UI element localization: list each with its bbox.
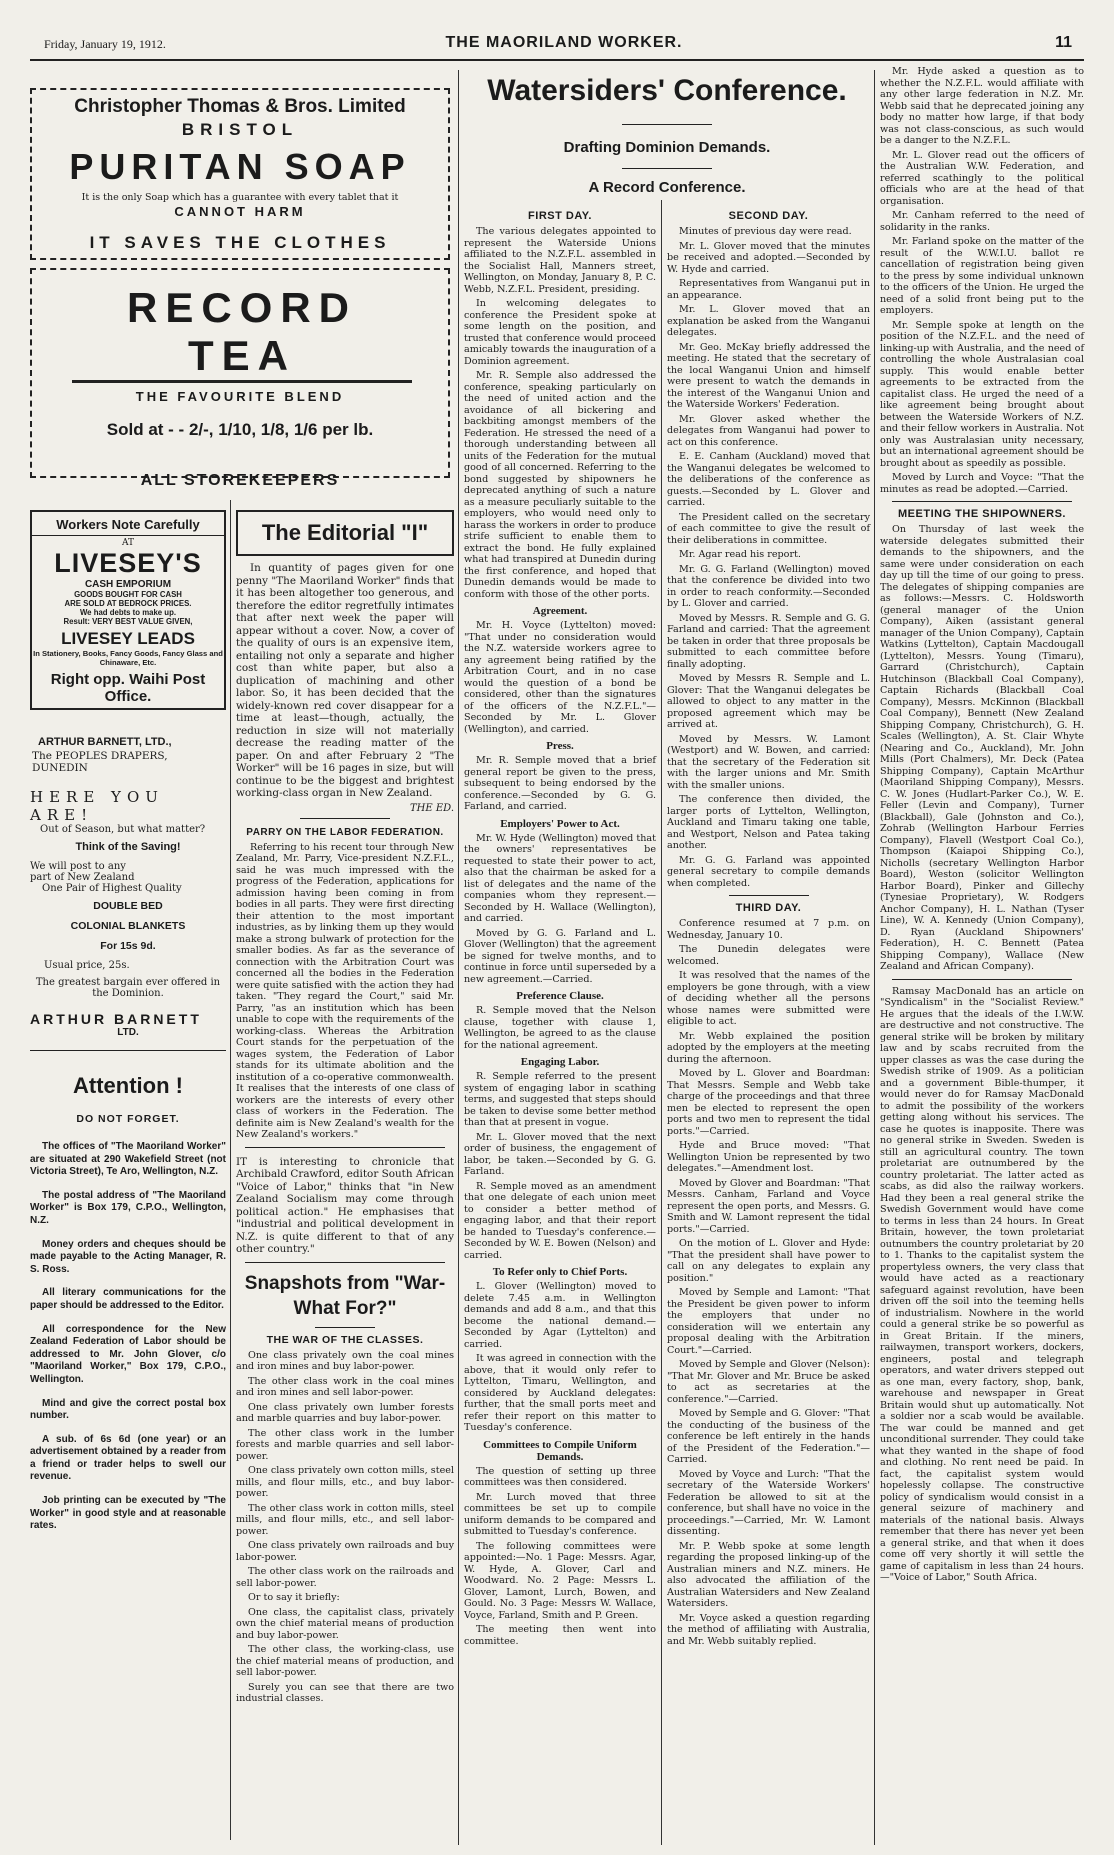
paragraph: Mr. R. Semple moved that a brief general report be given to the press, subsequent to being endorsed by the conference.—Seconded by G. G. Farland, and carried. <box>464 755 656 812</box>
paragraph: Moved by Messrs. W. Lamont (Westport) and W. Bowen, and carried: that the secretary of the Federation sit with the larger unions and Mr. Smith with the smaller unions. <box>667 733 870 791</box>
paragraph: Mr. W. Hyde (Wellington) moved that the owners' representatives be requested to state their power to act, also that the chairman be asked for a list of delegates and the name of the companies whom they represent.—Seconded by H. Wallace (Wellington), and carried. <box>464 832 656 924</box>
paragraph: The various delegates appointed to represent the Waterside Unions affiliated to the N.Z.F.L. assembled in the Socialist Hall, Manners street, Wellington, on Monday, January 8, P. C. Webb, N.Z.F.L. President, presiding. <box>464 226 656 295</box>
tea-title: RECORD TEA <box>72 284 412 383</box>
snapshots-subtitle: THE WAR OF THE CLASSES. <box>266 1333 424 1346</box>
paragraph: Moved by Messrs. R. Semple and G. G. Farland and carried: That the agreement be taken in order that three proposals be submitted to each committee before finally adopting. <box>667 612 870 670</box>
editorial-title-box <box>236 510 454 556</box>
out-of-season: Out of Season, but what matter? <box>40 824 206 835</box>
engaging-heading: Engaging Labor. <box>520 1056 600 1068</box>
double-bed: DOUBLE BED <box>93 900 163 912</box>
do-not-forget: DO NOT FORGET. <box>76 1113 180 1125</box>
paragraph: Conference resumed at 7 p.m. on Wednesday, January 10. <box>667 918 870 941</box>
paragraph: Mr. G. G. Farland was appointed general secretary to compile demands when completed. <box>667 854 870 889</box>
refer-text <box>464 1281 656 1434</box>
paragraph: Money orders and cheques should be made payable to the Acting Manager, R. S. Ross. <box>30 1238 226 1275</box>
shipowners-heading: MEETING THE SHIPOWNERS. <box>898 508 1066 520</box>
syndicalism-note <box>880 986 1084 1584</box>
attention-title: Attention ! <box>73 1073 183 1098</box>
column-rule <box>230 500 231 1840</box>
issue-date: Friday, January 19, 1912. <box>44 37 166 51</box>
tea-stockists: ALL STOREKEEPERS <box>140 472 340 489</box>
paragraph: R. Semple moved as an amendment that one delegate of each union meet to consider a better method of engaging labor, and that their report be handed to Tuesday's conference.—Seconded by W. E. Bowen (Nelson) and carried. <box>464 1180 656 1261</box>
engaging-text <box>464 1071 656 1261</box>
second-day-heading: SECOND DAY. <box>728 210 809 222</box>
paragraph: Mr. Lurch moved that three committees be set up to compile uniform demands to be compared and submitted to Tuesday's conference. <box>464 1491 656 1537</box>
editorial-signature: THE ED. <box>409 802 454 814</box>
first-day-text <box>464 226 656 600</box>
paragraph: Mr. L. Glover moved that an explanation be asked from the Wanganui delegates. <box>667 304 870 338</box>
paragraph: Mr. P. Webb spoke at some length regarding the proposed linking-up of the Australian miners and N.Z. miners. He also advocated the affiliation of the Australian Watersiders and New Zealand Watersiders. <box>667 1540 870 1609</box>
paragraph: The other class work in the coal mines and iron mines and sell labor-power. <box>236 1375 454 1398</box>
conference-column-b <box>667 204 870 1844</box>
paragraph: Mr. G. G. Farland (Wellington) moved that the conference be divided into two in order to reach conformity.—Seconded by L. Glover and carried. <box>667 563 870 609</box>
paragraph: Moved by Semple and Lamont: "That the President be given power to inform the employers that under no consideration will we entertain any proposal dealing with the Arbitration Court."—Carried. <box>667 1287 870 1356</box>
conference-subtitle: Drafting Dominion Demands. <box>563 139 771 156</box>
tea-blend: THE FAVOURITE BLEND <box>135 389 345 404</box>
greatest-bargain: The greatest bargain ever offered in the Dominion. <box>35 977 221 999</box>
tea-price: Sold at - - 2/-, 1/10, 1/8, 1/6 per lb. <box>106 420 374 439</box>
paragraph: Moved by Semple and G. Glover: "That the conducting of the business of the conference be left entirely in the hands of the President of the Federation."—Carried. <box>667 1408 870 1465</box>
soap-guarantee: It is the only Soap which has a guarantee with every tablet that it <box>81 192 399 203</box>
city-name: BRISTOL <box>181 120 299 139</box>
colonial-blankets: COLONIAL BLANKETS <box>70 920 186 932</box>
paragraph: Mr. R. Semple also addressed the conference, speaking particularly on the need of united action and the avoidance of all bickering and backbiting amongst members of the Federation. He stressed the need of a thorough understanding between all units of the Federation for the mutual good of all concerned. Referring to the bond suggested by shipowners he deprecated anything of such a nature as a measure peculiarly suitable to the employers, who would need only to harass the workers in order to produce strife sufficient to enable them to extract the bond. He fully explained what had transpired at Dunedin during the first conference, and hoped that Dunedin demands would be made to conform with those of the other ports. <box>464 370 656 600</box>
liveseys-name: LIVESEY'S <box>54 548 202 578</box>
paragraph: The Dunedin delegates were welcomed. <box>667 944 870 967</box>
paragraph: The conference then divided, the larger ports of Lyttelton, Wellington, Auckland and Timaru taking one table, and Westport, Nelson and Patea taking another. <box>667 794 870 851</box>
paragraph: Mr. L. Glover read out the officers of the Australian W.W. Federation, and referred scathingly to the political officials who are at the head of that organisation. <box>880 149 1084 207</box>
paragraph: Mr. Canham referred to the need of solidarity in the ranks. <box>880 210 1084 233</box>
snapshots-text <box>236 1350 454 1705</box>
paragraph: Hyde and Bruce moved: "That Wellington Union be represented by two delegates."—Amendment lost. <box>667 1140 870 1174</box>
workers-note: Workers Note Carefully <box>32 517 224 536</box>
ad-line: GOODS BOUGHT FOR CASH <box>74 590 182 599</box>
paragraph: Job printing can be executed by "The Worker" in good style and at reasonable rates. <box>30 1495 226 1532</box>
paragraph: One class privately own railroads and buy labor-power. <box>236 1540 454 1563</box>
parry-heading: PARRY ON THE LABOR FEDERATION. <box>246 826 444 838</box>
paragraph: Surely you can see that there are two industrial classes. <box>236 1681 454 1704</box>
paragraph: One class privately own the coal mines and iron mines and buy labor-power. <box>236 1349 454 1372</box>
paragraph: All literary communications for the paper should be addressed to the Editor. <box>30 1287 226 1311</box>
editorial-text: In quantity of pages given for one penny "The Maoriland Worker" finds that it has been altogether too generous, and therefore the editor regretfully intimates that after next week the paper will appear without a cover. Now, a cover of the quality of ours is an expensive item, entailing not only a separate and higher cost than white paper, but also a duplication of machining and other labor. So, it has been decided that the widely-known red cover disappear for a time at least—though, actually, the reduction in size will not materially decrease the reading matter of the paper. On and after February 2 "The Worker" will be 16 pages in size, but will continue to be the biggest and brightest working-class organ in New Zealand. <box>236 562 454 799</box>
paragraph: Mr. Geo. McKay briefly addressed the meeting. He stated that the secretary of the local Wanganui Union and himself were present to watch the demands in the interest of the Wanganui Union and the Waterside Workers' Federation. <box>667 341 870 410</box>
crawford-note: IT is interesting to chronicle that Archibald Crawford, editor South African "Voice of Labor," thinks that "in New Zealand Socialism may come through political action." He emphasises that "industrial and political development in N.Z. is quite different to that of any other country." <box>236 1155 454 1255</box>
paragraph: One class privately own cotton mills, steel mills, and flour mills, etc., and buy labor-power. <box>236 1465 454 1499</box>
cash-emporium: CASH EMPORIUM <box>84 579 172 590</box>
masthead-rule <box>30 59 1084 61</box>
power-heading: Employers' Power to Act. <box>500 817 620 830</box>
paragraph: The other class work in the lumber forests and marble quarries and sell labor-power. <box>236 1427 454 1462</box>
conference-continued <box>880 66 1084 495</box>
conference-subtitle-2: A Record Conference. <box>588 179 746 196</box>
paragraph: The President called on the secretary of each committee to give the result of their deliberations in committee. <box>667 511 870 546</box>
paragraph: Moved by L. Glover and Boardman: That Messrs. Semple and Webb take charge of the proceedings and that three men be elected to represent the open ports and two men to represent the tidal ports."—Carried. <box>667 1068 870 1137</box>
shipowners-text <box>880 524 1084 973</box>
paragraph: Moved by Lurch and Voyce: "That the minutes as read be adopted.—Carried. <box>880 472 1084 495</box>
second-day-text <box>667 226 870 889</box>
paragraph: Or to say it briefly: <box>248 1592 340 1603</box>
parry-text: Referring to his recent tour through New Zealand, Mr. Parry, Vice-president N.Z.F.L., said he was much impressed with the progress of the Federation, applications for admission having been coming in from bodies in all parts. They were first directing their attention to the most important industries, as by linking them up they would make a strong bulwark of protection for the smaller bodies. As far as the severance of connection with the Arbitration Court was concerned all the bodies in the Federation were quite satisfied with the action they had taken. "They regard the Court," said Mr. Parry, "as an institution which has been unable to cope with the requirements of the working-class. Whereas the Arbitration Court stands for the perpetuation of the wages system, the Federation of Labor stands for its ultimate abolition and the institution of a co-operative commonwealth. It realises that the interests of one class of workers are the interests of every other class of workers in the Federation. The definite aim is New Zealand's wealth for the New Zealand's workers." <box>236 841 454 1140</box>
ad-line: Result: VERY BEST VALUE GIVEN, <box>63 617 193 626</box>
masthead <box>44 34 1084 56</box>
post-office: Right opp. Waihi Post Office. <box>50 671 206 705</box>
paragraph: It was agreed in connection with the above, that it would only refer to Lyttelton, Timaru, Wellington, and considered by Auckland delegates: further, that the small ports meet and refer their report on this matter to Tuesday's conference. <box>464 1353 656 1433</box>
blanket-price: For 15s 9d. <box>100 940 156 952</box>
agreement-text <box>464 620 656 735</box>
barnett-firm: ARTHUR BARNETT, LTD., <box>38 736 172 748</box>
paragraph: In welcoming delegates to conference the President spoke at some length on the position, and trusted that conference would proceed amicably towards the inauguration of a Dominion agreement. <box>464 298 656 367</box>
saves-clothes: IT SAVES THE CLOTHES <box>89 233 391 252</box>
committees-text <box>464 1466 656 1648</box>
snapshots-title: Snapshots from "War-What For?" <box>244 1272 446 1319</box>
paragraph: The other class work in cotton mills, steel mills, and flour mills, etc., and sell labor-power. <box>236 1502 454 1537</box>
conference-header <box>464 66 870 200</box>
paragraph: Mr. Webb explained the position adopted by the employers at the meeting during the afternoon. <box>667 1030 870 1065</box>
press-text <box>464 755 656 813</box>
liveseys-ad <box>30 510 226 710</box>
refer-heading: To Refer only to Chief Ports. <box>492 1266 628 1278</box>
agreement-heading: Agreement. <box>532 605 588 617</box>
third-day-text <box>667 918 870 1647</box>
paragraph: L. Glover (Wellington) moved to delete 7.45 a.m. in Wellington demands and add 8 a.m., and that this become the national demand.—Seconded by Agar (Lyttelton) and carried. <box>464 1281 656 1350</box>
company-name: Christopher Thomas & Bros. Limited <box>74 96 406 117</box>
editorial-column <box>236 510 454 1840</box>
livesey-leads: LIVESEY LEADS <box>61 629 195 648</box>
paragraph: Moved by G. G. Farland and L. Glover (Wellington) that the agreement be signed for twelve months, and to continue in force until superseded by a new agreement.—Carried. <box>464 927 656 985</box>
paragraph: Moved by Messrs R. Semple and L. Glover: That the Wanganui delegates be allowed to object to any matter in the proposed agreement which may be arrived at. <box>667 673 870 730</box>
paragraph: The question of setting up three committees was then considered. <box>464 1465 656 1488</box>
record-tea-ad <box>30 268 450 489</box>
paragraph: The other class work on the railroads and sell labor-power. <box>236 1566 454 1589</box>
paragraph: One class privately own lumber forests and marble quarries and buy labor-power. <box>236 1401 454 1424</box>
barnett-ltd: LTD. <box>117 1027 139 1038</box>
attention-paragraphs <box>30 1141 226 1533</box>
paragraph: On Thursday of last week the waterside delegates submitted their demands to the shipowners, and the same were under consideration on each day up till the time of our going to press. The delegates of shipping companies are as follows:—Messrs. C. Holdsworth (general manager of the Union Company), Aiken (assistant general manager of the Union Company), Captain Watkins (Lyttelton), Captain Macdougall (Lyttelton), Messrs. Young (Timaru), Garrard (Christchurch), Captain Hutchinson (Blackball Coal Company), Captain Richards (Blackball Coal Company), Messrs. McKinnon (Blackball Coal Company), Bennett (New Zealand Shipping Company, Christchurch), G. H. Scales (Wellington), A. St. Clair Whyte (Nearing and Co., Auckland), Mr. John Mills (Port Chalmers), Mr. Deck (Patea Shipping Company), Captain McArthur (Maoriland Shipping Company), Messrs. C. W. Jones (Hudlart-Parker Co.), W. E. Feller (Levin and Company), Turner (Blackball), Gale (Johnston and Co.), Zohrab (Wellington Harbour Ferries Company), Flavell (Westport Coal Co.), Thompson (Kaiapoi Shipping Co.), Nicholls (secretary Wellington Harbor Board), Weston (solicitor Wellington Harbor Board), Pinker and Gillechy (Tynesiae Proprietary), W. Rodgers Anchor Company), H. L. Nathan (Tyser Line), W. A. Kennedy (Union Company), D. Ryan (Auckland Shipowners' Federation), H. C. Bennett (Patea Shipping Company), Wallace (New Zealand and African Company). <box>880 524 1084 972</box>
paragraph: R. Semple referred to the present system of engaging labor in scathing terms, and suggested that steps should be taken to devise some better method than that at present in vogue. <box>464 1071 656 1128</box>
conference-column-a <box>464 204 656 1844</box>
ad-line: We had debts to make up. <box>79 608 177 617</box>
paragraph: A sub. of 6s 6d (one year) or an advertisement obtained by a reader from a friend or trader helps to swell our revenue. <box>30 1433 226 1483</box>
ad-line: ARE SOLD AT BEDROCK PRICES. <box>64 599 192 608</box>
paragraph: Mr. Hyde asked a question as to whether the N.Z.F.L. would affiliate with any other large federation in N.Z. Mr. Webb said that he deprecated joining any body no matter how large, if that body was not class-conscious, as such would be a danger to the N.Z.F.L. <box>880 66 1084 146</box>
preference-heading: Preference Clause. <box>516 990 604 1002</box>
paragraph: Mr. Farland spoke on the matter of the result of the W.W.I.U. ballot re cancellation of registration being given to the press by some individual unknown to the officers of the Union. He urged the need of a solid front being put to the employers. <box>880 236 1084 316</box>
paragraph: Minutes of previous day were read. <box>679 226 852 237</box>
paragraph: Mr. L. Glover moved that the next order of business, the engagement of labor, be taken.—Seconded by G. G. Farland. <box>464 1131 656 1177</box>
barnett-ad <box>30 736 226 1036</box>
attention-notice <box>30 1050 226 1840</box>
paragraph: On the motion of L. Glover and Hyde: "That the president shall have power to call on any delegates to explain any position." <box>667 1238 870 1284</box>
paragraph: One class, the capitalist class, privately own the chief material means of production and buy labor-power. <box>236 1606 454 1641</box>
preference-text <box>464 1005 656 1051</box>
masthead-title: THE MAORILAND WORKER. <box>445 34 683 51</box>
conference-title: Watersiders' Conference. <box>487 74 847 107</box>
paragraph: Moved by Voyce and Lurch: "That the secretary of the Waterside Workers' Federation be allowed to sit at the conference, but shall have no voice in the proceedings."—Carried, Mr. W. Lamont dissenting. <box>667 1468 870 1537</box>
paragraph: Ramsay MacDonald has an article on "Syndicalism" in the "Socialist Review." He argues that the ideals of the I.W.W. are destructive and not constructive. The general strike will be broken by military law and by scabs recruited from the upper classes as was the case during the Swedish strike of 1909. As a politician and a government Bible-thumper, it would never do for Ramsay MacDonald to admit the possibility of the workers getting along without his services. The case he quotes is inapposite. There was no general strike in Sweden. Sweden is still an agricultural country. The town proletariat are outnumbered by the country proletariat. The latter acted as scabs, as did also the railway workers. Had they been a real general strike the Swedish Government would have come to terms in less than 24 hours. In Great Britain, however, the town proletariat outnumbers the country proletariat by 20 to 1. Thanks to the capitalist system the propertyless owners, the very class that would have acted as a reactionary safeguard against revolution, have been driven off the soil into the teeming hells of industrialism. Nowhere in the world could a general strike be so powerful as in Great Britain. If the miners, railwaymen, transport workers, dockers, engineers, postal and telegraph operators, and water drivers stepped out as one man, every factory, shop, bank, warehouse and newspaper in Great Britain would shut up automatically. Not a soldier nor a scab would be available. The war could be manned and get unconditional surrender. They could take what they wanted in the shape of food and clothing. No rent need be paid. In fact, the capitalist system would hopelessly collapse. The constructive policy of syndicalism would consist in a general seizure of machinery and materials of the national basis. Always remember that there has never yet been a general strike, and that when it does come off very shortly it will settle the game of capitalism in less than 24 hours.—"Voice of Labor," South Africa. <box>880 985 1084 1583</box>
first-day-heading: FIRST DAY. <box>528 210 592 222</box>
column-rule <box>458 70 459 1845</box>
paragraph: The postal address of "The Maoriland Worker" is Box 179, C.P.O., Wellington, N.Z. <box>30 1189 226 1226</box>
paragraph: It was resolved that the names of the employers be gone through, with a view of deciding whether all the persons whose names were submitted were eligible to act. <box>667 970 870 1027</box>
paragraph: Mr. Voyce asked a question regarding the method of affiliating with Australia, and Mr. Webb suitably replied. <box>667 1612 870 1647</box>
third-day-heading: THIRD DAY. <box>735 902 802 914</box>
conference-column-c <box>880 66 1084 1844</box>
paragraph: Moved by Semple and Glover (Nelson): "That Mr. Glover and Mr. Bruce be asked to act as secretaries at the conference."—Carried. <box>667 1359 870 1405</box>
ad-line: One Pair of Highest Quality <box>42 883 182 894</box>
paragraph: The following committees were appointed:—No. 1 Page: Messrs. Agar, W. Hyde, A. Glover, Carl and Woodward. No. 2 Page: Messrs L. Glover, Lamont, Lurch, Bowen, and Gould. No. 3 Page: Messrs W. Wallace, Voyce, Farland, Smith and P. Green. <box>464 1540 656 1621</box>
barnett-drapers: The PEOPLES DRAPERS, DUNEDIN <box>32 750 168 774</box>
paragraph: Mr. Agar read his report. <box>679 549 801 560</box>
paragraph: Mr. Glover asked whether the delegates from Wanganui had power to act on this conference. <box>667 413 870 448</box>
paragraph: Moved by Glover and Boardman: "That Messrs. Canham, Farland and Voyce represent the open ports, and Messrs. G. Smith and W. Lamont represent the tidal ports."—Carried. <box>667 1177 870 1235</box>
committees-heading: Committees to Compile Uniform Demands. <box>483 1438 637 1463</box>
usual-price: Usual price, 25s. <box>44 960 130 971</box>
paragraph: Mr. Semple spoke at length on the position of the N.Z.F.L. and the need of linking-up with Australia, and the need of controlling the whole Australasian coal supply. This would enable better agreements to be extracted from the capitalist class. He urged the need of a like agreement being brought about between the Waterside Workers of N.Z. and their fellow workers in Australia. Not only was Australasian unity necessary, but an international agreement should be brought about as speedily as possible. <box>880 319 1084 469</box>
paragraph: E. E. Canham (Auckland) moved that the Wanganui delegates be welcomed to the deliberations of the conference as guests.—Seconded by L. Glover and carried. <box>667 451 870 508</box>
paragraph: Mr. L. Glover moved that the minutes be received and adopted.—Seconded by W. Hyde and carried. <box>667 240 870 275</box>
paragraph: All correspondence for the New Zealand Federation of Labor should be addressed to Mr. John Glover, c/o "Maoriland Worker," Box 179, C.P.O., Wellington. <box>30 1323 226 1385</box>
ad-line: We will post to any <box>30 861 126 872</box>
product-name: PURITAN SOAP <box>69 146 411 187</box>
power-text <box>464 833 656 986</box>
barnett-signature: ARTHUR BARNETT <box>30 1011 202 1027</box>
paragraph: The offices of "The Maoriland Worker" are situated at 290 Wakefield Street (not Victoria Street), Te Aro, Wellington, N.Z. <box>30 1141 226 1178</box>
column-rule <box>874 70 875 1845</box>
ad-line: In Stationery, Books, Fancy Goods, Fancy Glass and Chinaware, Etc. <box>33 649 223 667</box>
press-heading: Press. <box>546 740 574 752</box>
think-saving: Think of the Saving! <box>75 841 181 853</box>
ad-line: part of New Zealand <box>30 872 135 883</box>
paragraph: The meeting then went into committee. <box>464 1624 656 1647</box>
paragraph: Representatives from Wanganui put in an appearance. <box>667 278 870 301</box>
here-you-are: HERE YOU ARE! <box>30 788 164 824</box>
paragraph: R. Semple moved that the Nelson clause, together with clause 1, Wellington, be agreed to as the clause for the national agreement. <box>464 1005 656 1051</box>
editorial-title: The Editorial "I" <box>261 520 429 545</box>
paragraph: The other class, the working-class, use the chief material means of production, and sell labor-power. <box>236 1644 454 1678</box>
cannot-harm: CANNOT HARM <box>174 204 306 219</box>
paragraph: Mind and give the correct postal box number. <box>30 1397 226 1422</box>
puritan-soap-ad <box>30 88 450 260</box>
at-label: AT <box>121 538 134 548</box>
column-rule <box>661 200 662 1845</box>
paragraph: Mr. H. Voyce (Lyttelton) moved: "That under no consideration would the N.Z. waterside workers agree to any agreement being ratified by the Arbitration Court, and in no case would the question of a bond be considered, other than the signatures of the officers of the N.Z.F.L."—Seconded by Mr. L. Glover (Wellington), and carried. <box>464 620 656 735</box>
page-number: 11 <box>1055 34 1072 51</box>
